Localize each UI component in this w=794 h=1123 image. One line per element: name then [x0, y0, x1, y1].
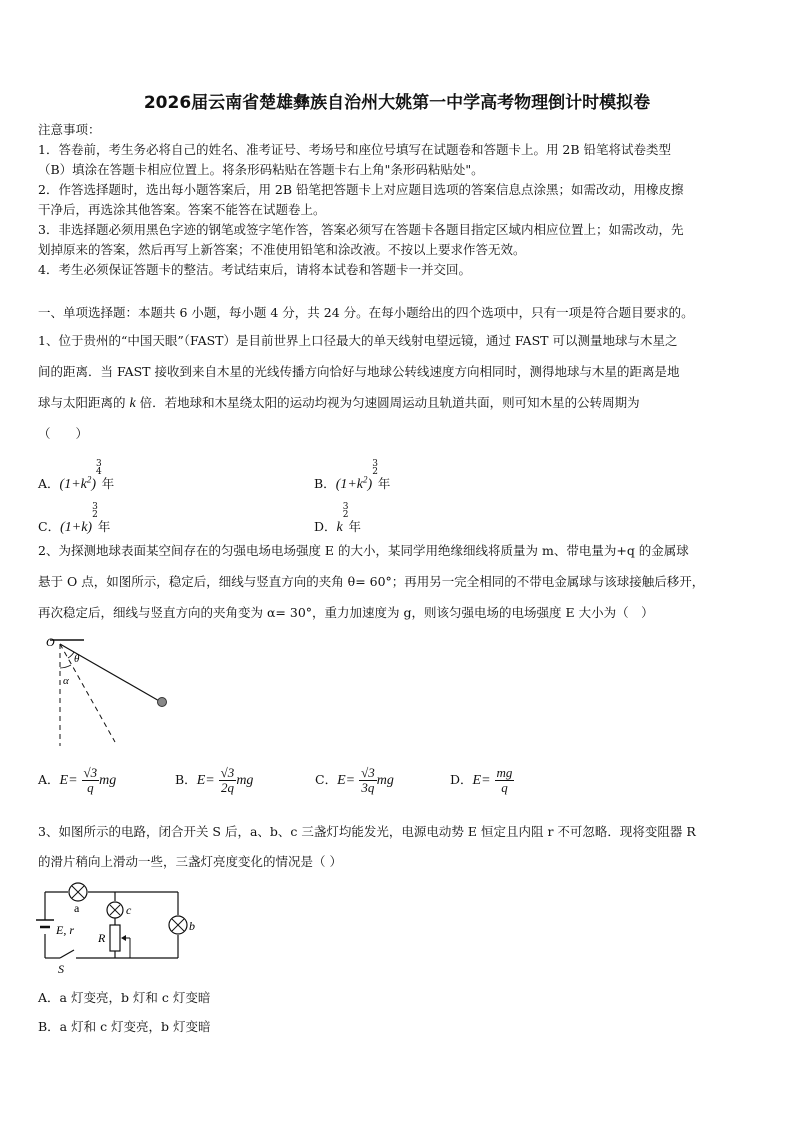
label-s: S	[58, 962, 64, 975]
section-heading: 一、单项选择题：本题共 6 小题，每小题 4 分，共 24 分。在每小题给出的四个选项中，只有一项是符合题目要求的。	[38, 305, 694, 320]
alpha-arc	[60, 665, 71, 668]
notice-item-3a: 3．非选择题必须用黑色字迹的钢笔或签字笔作答，答案必须写在答题卡各题目指定区域内相应位置上；如需改动，先	[38, 222, 684, 237]
label-O: O	[46, 635, 55, 649]
q2-pendulum-figure	[40, 634, 180, 749]
q3-option-b: B．a 灯和 c 灯变亮，b 灯变暗	[38, 1019, 211, 1034]
q2-option-d: D．E= $\frac{mg}{q}$	[450, 765, 513, 795]
rheostat-r	[110, 925, 120, 951]
q1-line-3: 球与太阳距离的 k 倍．若地球和木星绕太阳的运动均视为匀速圆周运动且轨道共面，则可知木星的公转周期为	[38, 395, 640, 411]
label-b: b	[189, 919, 195, 933]
thread-dashed-line	[60, 644, 115, 742]
q1-option-d: D．k $^{3 2}$ 年	[314, 502, 361, 535]
q2-option-b: B．E= $\frac{√3}{2q}$ mg	[175, 765, 254, 795]
q2-option-a: A．E= $\frac{√3}{q}$ mg	[38, 765, 117, 795]
notice-item-3b: 划掉原来的答案，然后再写上新答案；不准使用铅笔和涂改液。不按以上要求作答无效。	[38, 242, 526, 257]
page-title: 2026届云南省楚雄彝族自治州大姚第一中学高考物理倒计时模拟卷	[143, 93, 651, 113]
q2-option-c: C．E= $\frac{√3}{3q}$ mg	[315, 765, 394, 795]
q1-line-1: 1、位于贵州的“中国天眼”（FAST）是目前世界上口径最大的单天线射电望远镜，通过 FAST 可以测量地球与木星之	[38, 333, 678, 348]
q3-line-2: 的滑片稍向上滑动一些，三盏灯亮度变化的情况是（ ）	[38, 854, 342, 869]
q1-paren: （ ）	[38, 426, 89, 441]
notice-heading: 注意事项：	[38, 122, 101, 137]
q1-option-b: B．$(1+k^2)$ $^{3 2}$ 年	[314, 459, 391, 492]
q3-option-a: A．a 灯变亮，b 灯和 c 灯变暗	[38, 990, 211, 1005]
notice-item-2b: 干净后，再选涂其他答案。答案不能答在试题卷上。	[38, 202, 326, 217]
label-er: E, r	[56, 923, 74, 937]
q1-line-2: 间的距离．当 FAST 接收到来自木星的光线传播方向恰好与地球公转线速度方向相同时，测得地球与木星的距离是地	[38, 364, 680, 379]
q2-line-1: 2、为探测地球表面某空间存在的匀强电场电场强度 E 的大小，某同学用绝缘细线将质量为 m、带电量为+q 的金属球	[38, 543, 689, 558]
metal-ball	[158, 698, 167, 707]
switch-s	[60, 950, 74, 958]
label-alpha: α	[63, 675, 69, 687]
q1-option-a: A．$(1+k^2)$ $^{3 4}$ 年	[38, 459, 115, 492]
q2-line-2: 悬于 O 点，如图所示，稳定后，细线与竖直方向的夹角 θ= 60°；再用另一完全相同的不带电金属球与该球接触后移开，	[38, 574, 705, 589]
q1-option-c: C．(1+k) $^{3 2}$ 年	[38, 502, 111, 535]
q2-line-3: 再次稳定后，细线与竖直方向的夹角变为 α= 30°，重力加速度为 g，则该匀强电场的电场强度 E 大小为（ ）	[38, 605, 654, 620]
notice-item-1a: 1．答卷前，考生务必将自己的姓名、准考证号、考场号和座位号填写在试题卷和答题卡上。用 2B 铅笔将试卷类型	[38, 142, 672, 157]
label-r: R	[98, 931, 106, 945]
slider-arrow	[121, 935, 126, 941]
label-a: a	[74, 901, 80, 915]
q3-circuit-figure	[30, 880, 200, 975]
label-c: c	[126, 903, 132, 917]
label-theta: θ	[74, 653, 80, 665]
notice-item-4: 4．考生必须保证答题卡的整洁。考试结束后，请将本试卷和答题卡一并交回。	[38, 262, 471, 277]
notice-item-2a: 2．作答选择题时，选出每小题答案后，用 2B 铅笔把答题卡上对应题目选项的答案信息点涂黑；如需改动，用橡皮擦	[38, 182, 684, 197]
notice-item-1b: （B）填涂在答题卡相应位置上。将条形码粘贴在答题卡右上角"条形码粘贴处"。	[38, 162, 484, 177]
q3-line-1: 3、如图所示的电路，闭合开关 S 后，a、b、c 三盏灯均能发光，电源电动势 E 恒定且内阻 r 不可忽略．现将变阻器 R	[38, 824, 696, 839]
